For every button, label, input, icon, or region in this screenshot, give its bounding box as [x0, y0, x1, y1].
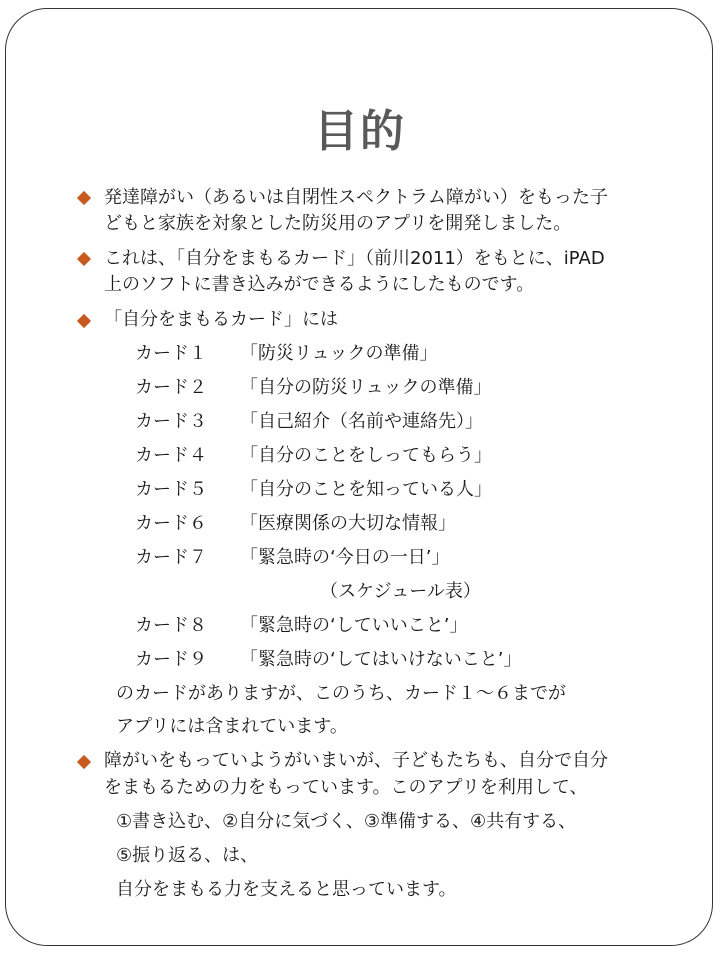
bullet-3-line-1: 「自分をまもるカード」には — [104, 309, 338, 330]
card-1-text: 「防災リュックの準備」 — [240, 343, 438, 364]
card-6-label: カード６ — [135, 513, 207, 534]
card-1-label: カード１ — [135, 343, 207, 364]
bullet-2-line-1: これは、「自分をまもるカード」（前川2011）をもとに、iPAD — [104, 248, 605, 269]
bullet-1-line-1: 発達障がい（あるいは自閉性スペクトラム障がい）をもった子 — [104, 187, 608, 208]
page-title: 目的 — [314, 106, 406, 157]
bullet-3-after-1: のカードがありますが、このうち、カード１～６までが — [116, 683, 566, 704]
card-8-label: カード８ — [135, 615, 207, 636]
bullet-1-line-2: どもと家族を対象とした防災用のアプリを開発しました。 — [104, 213, 572, 234]
card-2-label: カード２ — [135, 377, 207, 398]
card-3-label: カード３ — [135, 411, 207, 432]
card-2-text: 「自分の防災リュックの準備」 — [240, 377, 492, 398]
card-4-label: カード４ — [135, 445, 207, 466]
card-6-text: 「医療関係の大切な情報」 — [240, 513, 456, 534]
bullet-2-line-2: 上のソフトに書き込みができるようにしたものです。 — [104, 274, 535, 295]
bullet-4-after-2: ⑤振り返る、は、 — [116, 845, 259, 866]
card-3-text: 「自己紹介（名前や連絡先）」 — [240, 411, 483, 432]
bullet-4-after-3: 自分をまもる力を支えると思っています。 — [116, 879, 457, 900]
bullet-4-line-1: 障がいをもっていようがいまいが、子どもたちも、自分で自分 — [104, 750, 608, 771]
card-7-text: 「緊急時の‘今日の一日’」 — [240, 547, 450, 568]
card-5-text: 「自分のことを知っている人」 — [240, 479, 492, 500]
card-5-label: カード５ — [135, 479, 207, 500]
card-4-text: 「自分のことをしってもらう」 — [240, 445, 492, 466]
card-9-label: カード９ — [135, 649, 207, 670]
bullet-4-line-2: をまもるための力をもっています。このアプリを利用して、 — [104, 777, 588, 798]
bullet-3-after-2: アプリには含まれています。 — [116, 716, 348, 737]
card-7-label: カード７ — [135, 547, 207, 568]
card-8-text: 「緊急時の‘していいこと’」 — [240, 615, 468, 636]
bullet-4-after-1: ①書き込む、②自分に気づく、③準備する、④共有する、 — [116, 811, 577, 832]
card-7-continuation: （スケジュール表） — [320, 581, 481, 602]
card-9-text: 「緊急時の‘してはいけないこと’」 — [240, 649, 522, 670]
